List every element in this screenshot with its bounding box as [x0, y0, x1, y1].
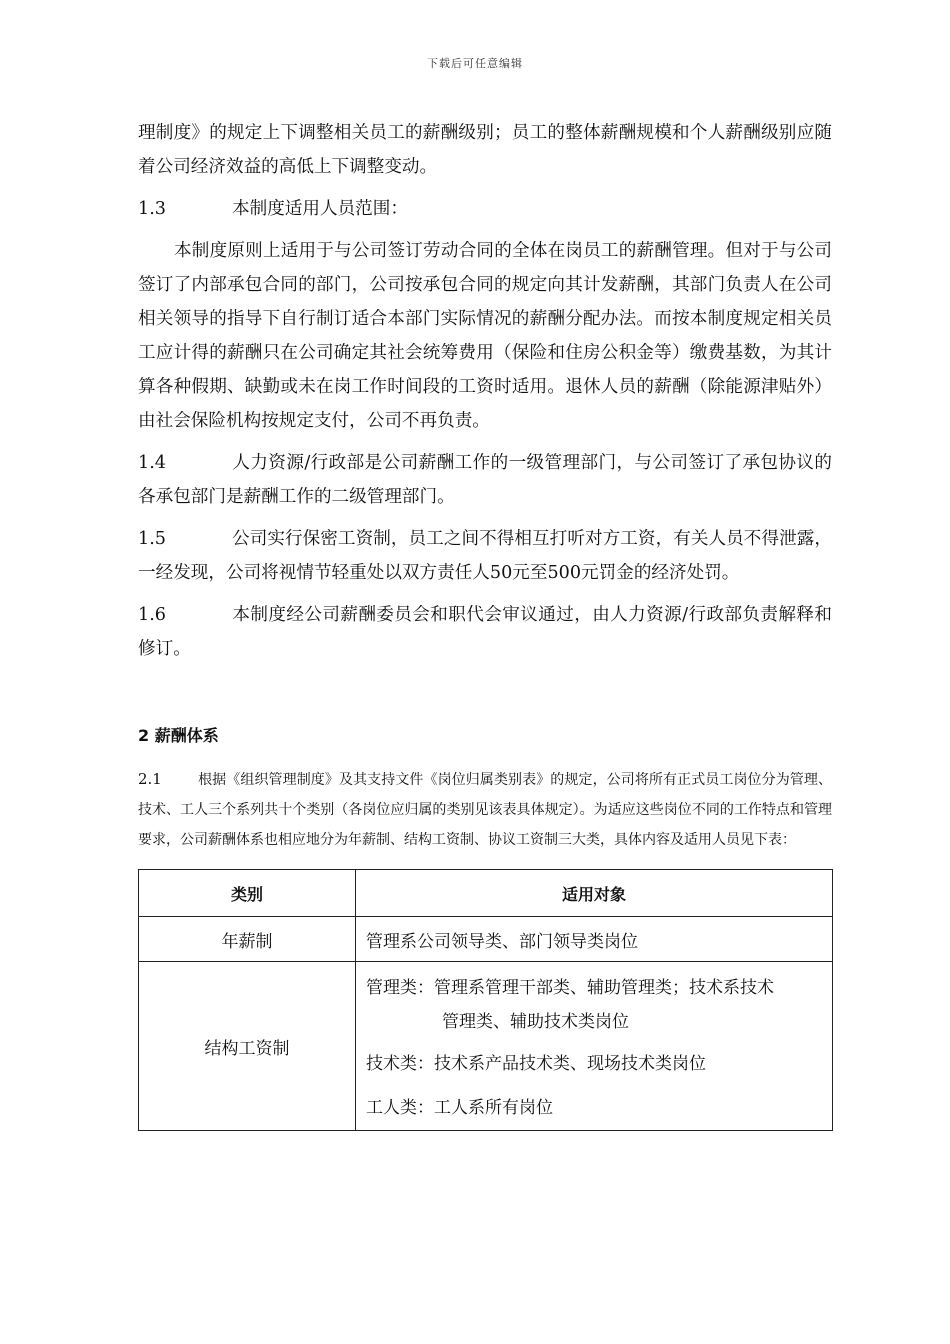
paragraph-continued: 理制度》的规定上下调整相关员工的薪酬级别；员工的整体薪酬规模和个人薪酬级别应随着公司经济效益的高低上下调整变动。 [138, 123, 832, 177]
object-line-technical [366, 1046, 822, 1082]
object-label: 工人类： [366, 1098, 434, 1118]
object-text: 工人系所有岗位 [434, 1098, 553, 1118]
clause-1-4 [138, 446, 832, 514]
object-text: 管理系管理干部类、辅助管理类；技术系技术 [434, 978, 774, 998]
object-label: 技术类： [366, 1054, 434, 1074]
clause-1-3-body: 本制度原则上适用于与公司签订劳动合同的全体在岗员工的薪酬管理。但对于与公司签订了内部承包合同的部门，公司按承包合同的规定向其计发薪酬，其部门负责人在公司相关领导的指导下自行制订适合本部门实际情况的薪酬分配办法。而按本制度规定相关员工应计得的薪酬只在公司确定其社会统筹费用（保险和住房公积金等）缴费基数，为其计算各种假期、缺勤或未在岗工作时间段的工资时适用。退休人员的薪酬（除能源津贴外）由社会保险机构按规定支付，公司不再负责。 [138, 241, 832, 431]
table-cell-object: 管理系公司领导类、部门领导类岗位 [356, 917, 833, 962]
object-line-management [366, 970, 822, 1006]
table-header-object: 适用对象 [356, 870, 833, 917]
clause-2-1 [138, 764, 832, 855]
table-header-category: 类别 [139, 870, 356, 917]
table-cell-category: 结构工资制 [139, 962, 356, 1131]
clause-number: 1.5 [138, 529, 166, 549]
clause-number: 2.1 [138, 770, 162, 788]
table-row [139, 917, 833, 962]
clause-number: 1.6 [138, 605, 166, 625]
table-cell-category: 年薪制 [139, 917, 356, 962]
table-header-row [139, 870, 833, 917]
object-line-worker [366, 1090, 822, 1126]
clause-text: 根据《组织管理制度》及其支持文件《岗位归属类别表》的规定，公司将所有正式员工岗位分为管理、技术、工人三个系列共十个类别（各岗位应归属的类别见该表具体规定）。为适应这些岗位不同的工作特点和管理要求，公司薪酬体系也相应地分为年薪制、结构工资制、协议工资制三大类，具体内容及适用人员见下表： [138, 772, 832, 848]
clause-text: 人力资源/行政部是公司薪酬工作的一级管理部门，与公司签订了承包协议的各承包部门是薪酬工作的二级管理部门。 [138, 453, 832, 507]
clause-text: 本制度经公司薪酬委员会和职代会审议通过，由人力资源/行政部负责解释和修订。 [138, 605, 832, 659]
object-label: 管理类： [366, 978, 434, 998]
section-2-heading: 2 薪酬体系 [138, 726, 219, 745]
object-line-continued: 管理类、辅助技术类岗位 [442, 1012, 629, 1032]
salary-system-table [138, 869, 833, 1131]
page-header: 下载后可任意编辑 [427, 57, 523, 70]
clause-1-6 [138, 598, 832, 666]
clause-number: 1.3 [138, 199, 166, 219]
clause-text: 本制度适用人员范围： [232, 199, 408, 219]
table-row [139, 962, 833, 1131]
clause-number: 1.4 [138, 453, 166, 473]
clause-1-3-heading [138, 192, 832, 226]
clause-text: 公司实行保密工资制，员工之间不得相互打听对方工资，有关人员不得泄露，一经发现，公司将视情节轻重处以双方责任人50元至500元罚金的经济处罚。 [138, 529, 832, 583]
object-text: 技术系产品技术类、现场技术类岗位 [434, 1054, 706, 1074]
table-cell-object [356, 962, 833, 1131]
document-body [138, 116, 832, 1131]
clause-1-5 [138, 522, 832, 590]
